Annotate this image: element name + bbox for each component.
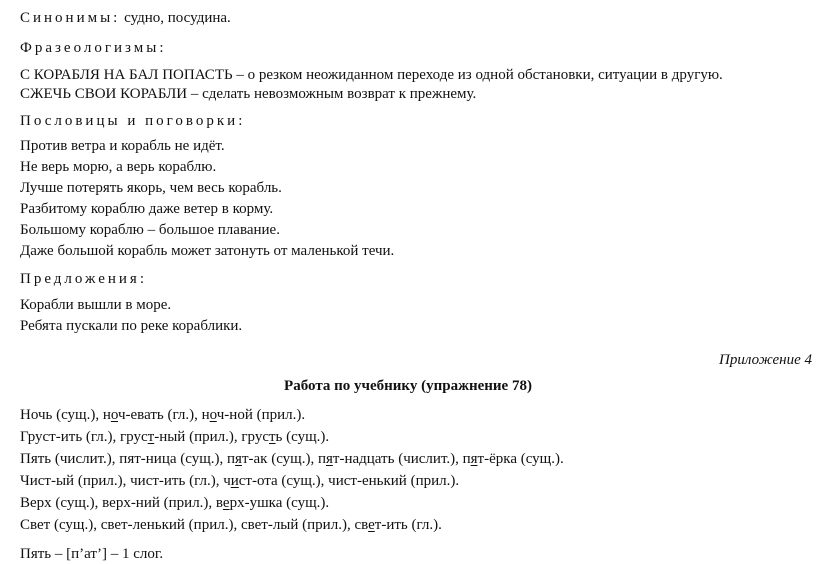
proverb-item: Лучше потерять якорь, чем весь корабль. (20, 180, 282, 196)
syllable-note: Пять – [п’ат’] – 1 слог. (20, 546, 164, 562)
proverb-item: Не верь морю, а верь кораблю. (20, 159, 217, 175)
proverb-item: Даже большой корабль может затонуть от маленькой течи. (20, 243, 395, 259)
synonyms-line (20, 9, 231, 28)
phraseologisms-label: Фразеологизмы: (20, 40, 167, 56)
exercise-line: Верх (сущ.), верх-ний (прил.), верх-ушка (сущ.). (20, 495, 330, 511)
exercise-line: Пять (числит.), пят-ница (сущ.), пят-ак (сущ.), пят-надцать (числит.), пят-ёрка (сущ.). (20, 451, 564, 467)
sentence-item: Корабли вышли в море. (20, 297, 172, 313)
exercise-line: Свет (сущ.), свет-ленький (прил.), свет-лый (прил.), свет-ить (гл.). (20, 517, 442, 533)
exercise-title: Работа по учебнику (упражнение 78) (284, 378, 532, 394)
synonyms-text: судно, посудина. (120, 10, 231, 26)
appendix-label: Приложение 4 (719, 352, 812, 368)
phraseologism-item: С КОРАБЛЯ НА БАЛ ПОПАСТЬ – о резком неожиданном переходе из одной обстановки, ситуации в другую. (20, 67, 723, 83)
phraseologism-item: СЖЕЧЬ СВОИ КОРАБЛИ – сделать невозможным возврат к прежнему. (20, 86, 477, 102)
proverbs-label: Пословицы и поговорки: (20, 113, 246, 129)
exercise-line: Чист-ый (прил.), чист-ить (гл.), чист-ота (сущ.), чист-енький (прил.). (20, 473, 460, 489)
sentences-label: Предложения: (20, 271, 147, 287)
synonyms-label: Синонимы: (20, 10, 121, 26)
exercise-line: Груст-ить (гл.), груст-ный (прил.), грусть (сущ.). (20, 429, 330, 445)
proverb-item: Разбитому кораблю даже ветер в корму. (20, 201, 274, 217)
sentence-item: Ребята пускали по реке кораблики. (20, 318, 243, 334)
proverb-item: Против ветра и корабль не идёт. (20, 138, 225, 154)
exercise-line: Ночь (сущ.), ноч-евать (гл.), ноч-ной (прил.). (20, 407, 306, 423)
proverb-item: Большому кораблю – большое плавание. (20, 222, 280, 238)
